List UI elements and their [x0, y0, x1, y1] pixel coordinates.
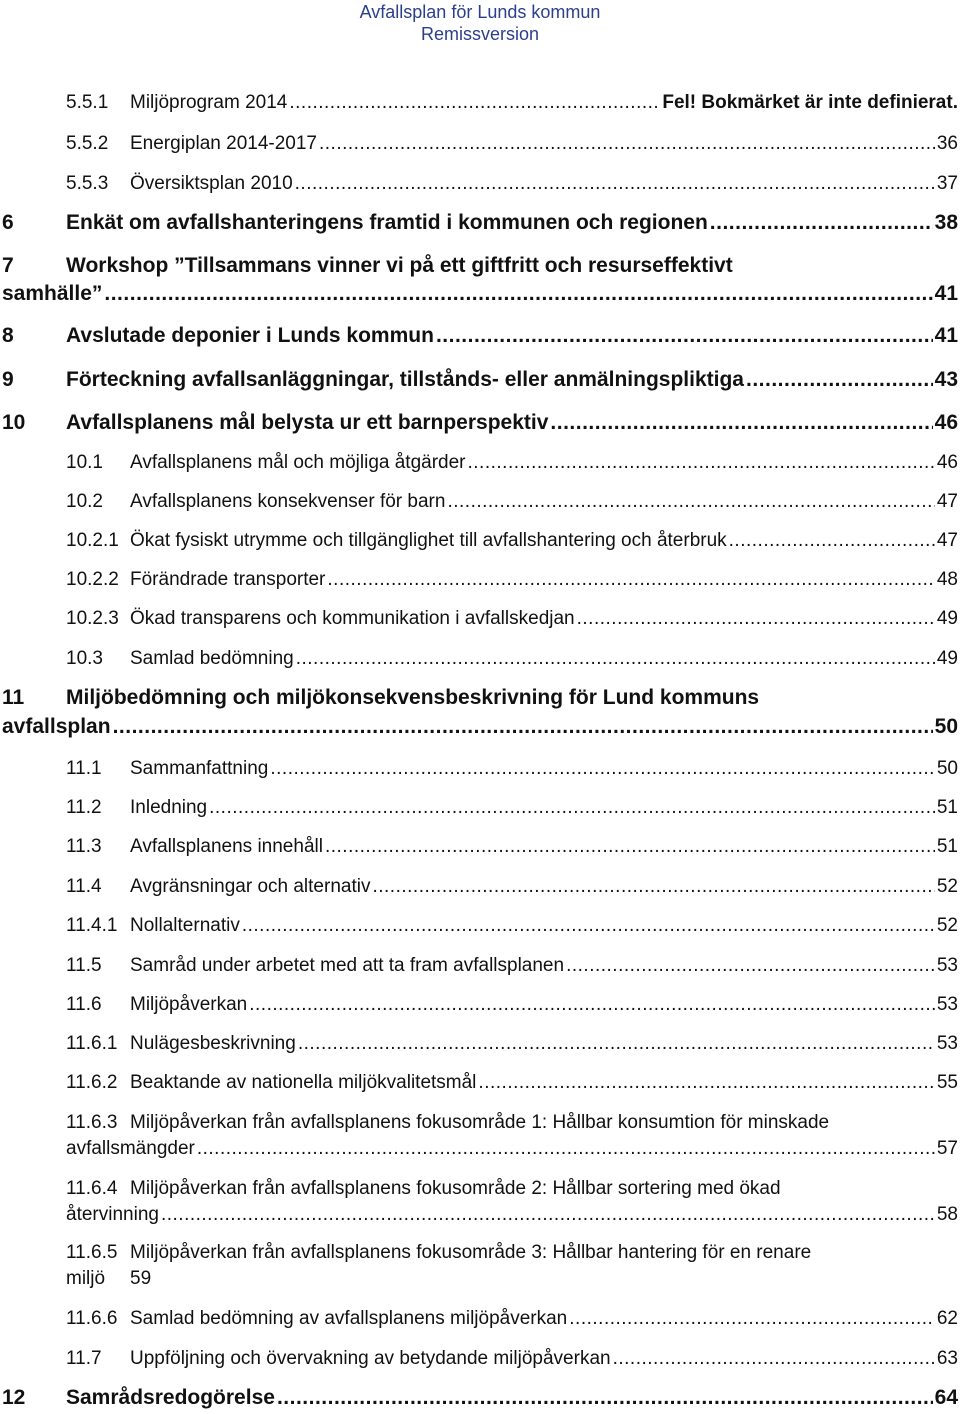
- toc-entry-page: 64: [934, 1386, 958, 1409]
- toc-dot-leader: [478, 1070, 934, 1096]
- toc-entry-page: 36: [936, 133, 958, 154]
- toc-entry-title-line1: Workshop ”Tillsammans vinner vi på ett giftfritt och resurseffektivt: [66, 254, 733, 277]
- toc-entry-title: Avfallsplanens konsekvenser för barn: [130, 491, 446, 512]
- toc-entry-page: 47: [936, 491, 958, 512]
- toc-entry-page: 53: [936, 955, 958, 976]
- toc-entry-title: Översiktsplan 2010: [130, 173, 293, 194]
- toc-entry-page: 55: [936, 1072, 958, 1093]
- toc-dot-leader: [161, 1202, 935, 1228]
- toc-entry-number: 10.2.3: [66, 608, 119, 629]
- toc-entry-title: Samrådsredogörelse: [66, 1386, 275, 1409]
- toc-dot-leader: [298, 1031, 935, 1057]
- toc-dot-leader: [325, 834, 935, 860]
- toc-entry-title-line1: Miljöbedömning och miljökonsekvensbeskrivning för Lund kommuns: [66, 686, 760, 709]
- toc-entry-page: 59: [130, 1268, 152, 1289]
- toc-entry-number: 6: [2, 211, 14, 234]
- toc-dot-leader: [277, 1384, 933, 1412]
- toc-dot-leader: [209, 795, 935, 821]
- toc-entry-page: 50: [936, 758, 958, 779]
- toc-entry-title-line1: Miljöpåverkan från avfallsplanens fokusområde 2: Hållbar sortering med ökad: [130, 1178, 781, 1199]
- toc-entry-7[interactable]: [0, 252, 960, 308]
- toc-dot-leader: [710, 209, 933, 237]
- toc-entry-title: Nulägesbeskrivning: [130, 1033, 296, 1054]
- toc-entry-title: samhälle”: [2, 282, 103, 305]
- toc-entry-title: Sammanfattning: [130, 758, 269, 779]
- toc-dot-leader: [746, 366, 933, 394]
- toc-entry-page: 57: [936, 1138, 958, 1159]
- toc-entry-page: 51: [936, 836, 958, 857]
- toc-entry-title: Samlad bedömning: [130, 648, 294, 669]
- toc-entry-number: 5.5.1: [66, 92, 109, 113]
- toc-entry-title: Avfallsplanens mål och möjliga åtgärder: [130, 452, 466, 473]
- toc-dot-leader: [372, 874, 934, 900]
- toc-entry-number: 7: [2, 254, 14, 277]
- toc-dot-leader: [270, 756, 935, 782]
- toc-entry-page: 41: [934, 282, 958, 305]
- toc-entry-page: Fel! Bokmärket är inte definierat.: [662, 92, 958, 113]
- toc-entry-number: 10.2: [66, 491, 103, 512]
- toc-dot-leader: [566, 953, 935, 979]
- toc-dot-leader: [319, 131, 935, 157]
- toc-dot-leader: [197, 1136, 935, 1162]
- toc-entry-page: 38: [934, 211, 958, 234]
- toc-entry-number: 11.2: [66, 797, 102, 818]
- toc-entry-number: 11.6.5: [66, 1242, 118, 1263]
- toc-entry-page: 52: [936, 876, 958, 897]
- toc-entry-page: 43: [934, 368, 958, 391]
- toc-entry-title-line1: Miljöpåverkan från avfallsplanens fokusområde 3: Hållbar hantering för en renare: [130, 1242, 812, 1263]
- toc-entry-title: återvinning: [66, 1204, 159, 1225]
- toc-entry-number: 11.5: [66, 955, 102, 976]
- document-header-subtitle: Remissversion: [420, 24, 540, 44]
- toc-entry-number: 11.6.4: [66, 1178, 118, 1199]
- toc-dot-leader: [104, 280, 932, 308]
- toc-entry-title: Energiplan 2014-2017: [130, 133, 317, 154]
- toc-entry-title: Ökat fysiskt utrymme och tillgänglighet till avfallshantering och återbruk: [130, 530, 727, 551]
- toc-entry-title: Avfallsplanens innehåll: [130, 836, 323, 857]
- toc-dot-leader: [468, 450, 935, 476]
- toc-entry-title: Samlad bedömning av avfallsplanens miljöpåverkan: [130, 1308, 568, 1329]
- toc-dot-leader: [729, 528, 935, 554]
- toc-entry-title: Avslutade deponier i Lunds kommun: [66, 324, 434, 347]
- toc-entry-number: 12: [2, 1386, 26, 1409]
- toc-dot-leader: [249, 992, 935, 1018]
- toc-entry-number: 11: [2, 686, 25, 709]
- toc-entry-title: Förteckning avfallsanläggningar, tillstånds- eller anmälningspliktiga: [66, 368, 744, 391]
- toc-entry-11-6-3[interactable]: [0, 1110, 960, 1162]
- toc-entry-number: 8: [2, 324, 14, 347]
- toc-entry-page: 53: [936, 1033, 958, 1054]
- toc-dot-leader: [613, 1346, 935, 1372]
- toc-entry-number: 10.2.1: [66, 530, 119, 551]
- toc-entry-title: avfallsplan: [2, 715, 111, 738]
- toc-dot-leader: [447, 489, 934, 515]
- toc-dot-leader: [436, 322, 933, 350]
- toc-entry-number: 11.6: [66, 994, 102, 1015]
- toc-entry-11-6-4[interactable]: [0, 1176, 960, 1228]
- toc-entry-number: 11.1: [66, 758, 102, 779]
- toc-entry-number: 11.6.6: [66, 1308, 118, 1329]
- toc-entry-page: 53: [936, 994, 958, 1015]
- toc-entry-number: 11.6.2: [66, 1072, 118, 1093]
- toc-dot-leader: [296, 646, 935, 672]
- toc-entry-number: 11.6.3: [66, 1112, 118, 1133]
- toc-entry-title: Ökad transparens och kommunikation i avfallskedjan: [130, 608, 575, 629]
- document-header-title: Avfallsplan för Lunds kommun: [359, 2, 601, 22]
- toc-entry-page: 47: [936, 530, 958, 551]
- toc-entry-page: 52: [936, 915, 958, 936]
- toc-entry-number: 9: [2, 368, 14, 391]
- toc-entry-11[interactable]: [0, 684, 960, 740]
- toc-entry-title: Inledning: [130, 797, 208, 818]
- toc-entry-page: 62: [936, 1308, 958, 1329]
- toc-entry-title: Nollalternativ: [130, 915, 240, 936]
- toc-entry-number: 10.1: [66, 452, 103, 473]
- toc-dot-leader: [295, 171, 935, 197]
- toc-entry-number: 10.2.2: [66, 569, 119, 590]
- toc-entry-number: 11.4.1: [66, 915, 118, 936]
- toc-entry-page: 58: [936, 1204, 958, 1225]
- toc-entry-page: 46: [934, 411, 958, 434]
- toc-entry-title: Avfallsplanens mål belysta ur ett barnperspektiv: [66, 411, 549, 434]
- toc-entry-title: Förändrade transporter: [130, 569, 326, 590]
- toc-entry-number: 10.3: [66, 648, 103, 669]
- toc-entry-number: 11.6.1: [66, 1033, 118, 1054]
- toc-entry-page: 50: [934, 715, 958, 738]
- toc-entry-page: 41: [934, 324, 958, 347]
- toc-entry-page: 48: [936, 569, 958, 590]
- toc-dot-leader: [577, 606, 935, 632]
- toc-dot-leader: [550, 409, 932, 437]
- toc-entry-number: 11.7: [66, 1348, 102, 1369]
- toc-entry-title-line1: Miljöpåverkan från avfallsplanens fokusområde 1: Hållbar konsumtion för minskade: [130, 1112, 830, 1133]
- toc-dot-leader: [289, 90, 660, 116]
- toc-entry-title: Enkät om avfallshanteringens framtid i kommunen och regionen: [66, 211, 708, 234]
- toc-entry-page: 63: [936, 1348, 958, 1369]
- toc-entry-number: 10: [2, 411, 26, 434]
- toc-dot-leader: [327, 567, 934, 593]
- toc-entry-title: Miljöprogram 2014: [130, 92, 288, 113]
- toc-dot-leader: [113, 713, 933, 741]
- toc-entry-number: 5.5.3: [66, 173, 109, 194]
- toc-entry-page: 37: [936, 173, 958, 194]
- toc-entry-title: Beaktande av nationella miljökvalitetsmål: [130, 1072, 477, 1093]
- toc-entry-page: 46: [936, 452, 958, 473]
- toc-dot-leader: [569, 1306, 935, 1332]
- toc-entry-11-6-5[interactable]: [0, 1240, 960, 1292]
- toc-entry-title: avfallsmängder: [66, 1138, 195, 1159]
- toc-entry-title: Uppföljning och övervakning av betydande miljöpåverkan: [130, 1348, 611, 1369]
- toc-entry-title: miljö: [66, 1268, 106, 1289]
- toc-entry-title: Miljöpåverkan: [130, 994, 248, 1015]
- toc-entry-page: 49: [936, 608, 958, 629]
- toc-entry-title: Avgränsningar och alternativ: [130, 876, 371, 897]
- toc-entry-number: 5.5.2: [66, 133, 109, 154]
- toc-entry-number: 11.4: [66, 876, 102, 897]
- toc-entry-number: 11.3: [66, 836, 102, 857]
- toc-entry-page: 51: [936, 797, 958, 818]
- toc-entry-title: Samråd under arbetet med att ta fram avfallsplanen: [130, 955, 565, 976]
- toc-dot-leader: [242, 913, 935, 939]
- toc-entry-page: 49: [936, 648, 958, 669]
